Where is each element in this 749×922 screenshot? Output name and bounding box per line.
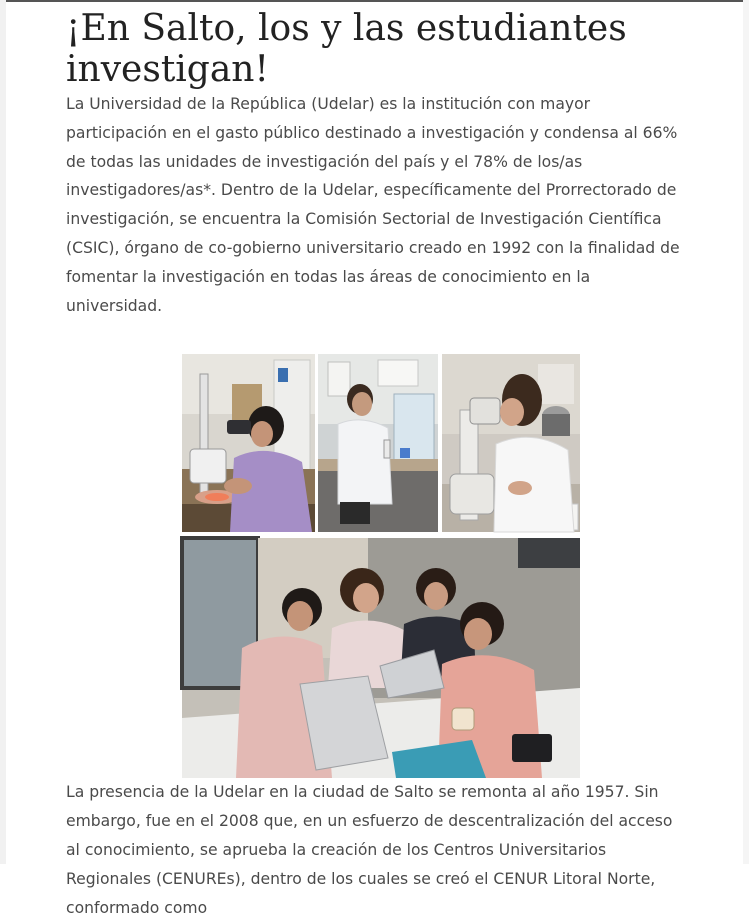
article-paragraph-1: La Universidad de la República (Udelar) es la institución con mayor participación en el gasto público destinado a investigación y condensa al 66% de todas las unidades de investigación del país y el 78% de los/as investigadores/as*. Dentro de la Udelar, específicamente del Prorrectorado de investigación, se encuentra la Comisión Sectorial de Investigación Científica (CSIC), órgano de co-gobierno universitario creado en 1992 con la finalidad de fomentar la investigación en todas las áreas de conocimiento en la universidad. [66, 95, 680, 315]
microscope-student-photo[interactable] [182, 354, 315, 532]
lab-bench-student-photo[interactable] [318, 354, 438, 532]
article-title: ¡En Salto, los y las estudiantes investigan! [66, 8, 627, 90]
article [66, 8, 688, 922]
microscope-researcher-photo[interactable] [442, 354, 580, 532]
right-margin [743, 0, 749, 864]
left-margin [0, 0, 6, 864]
photo-gallery [66, 354, 688, 778]
top-border [0, 0, 749, 2]
article-paragraph-2: La presencia de la Udelar en la ciudad de Salto se remonta al año 1957. Sin embargo, fue en el 2008 que, en un esfuerzo de descentralización del acceso al conocimiento, se aprueba la creación de los Centros Universitarios Regionales (CENUREs), dentro de los cuales se creó el CENUR Litoral Norte, conformado como [66, 783, 673, 917]
group-study-photo[interactable] [182, 538, 580, 778]
